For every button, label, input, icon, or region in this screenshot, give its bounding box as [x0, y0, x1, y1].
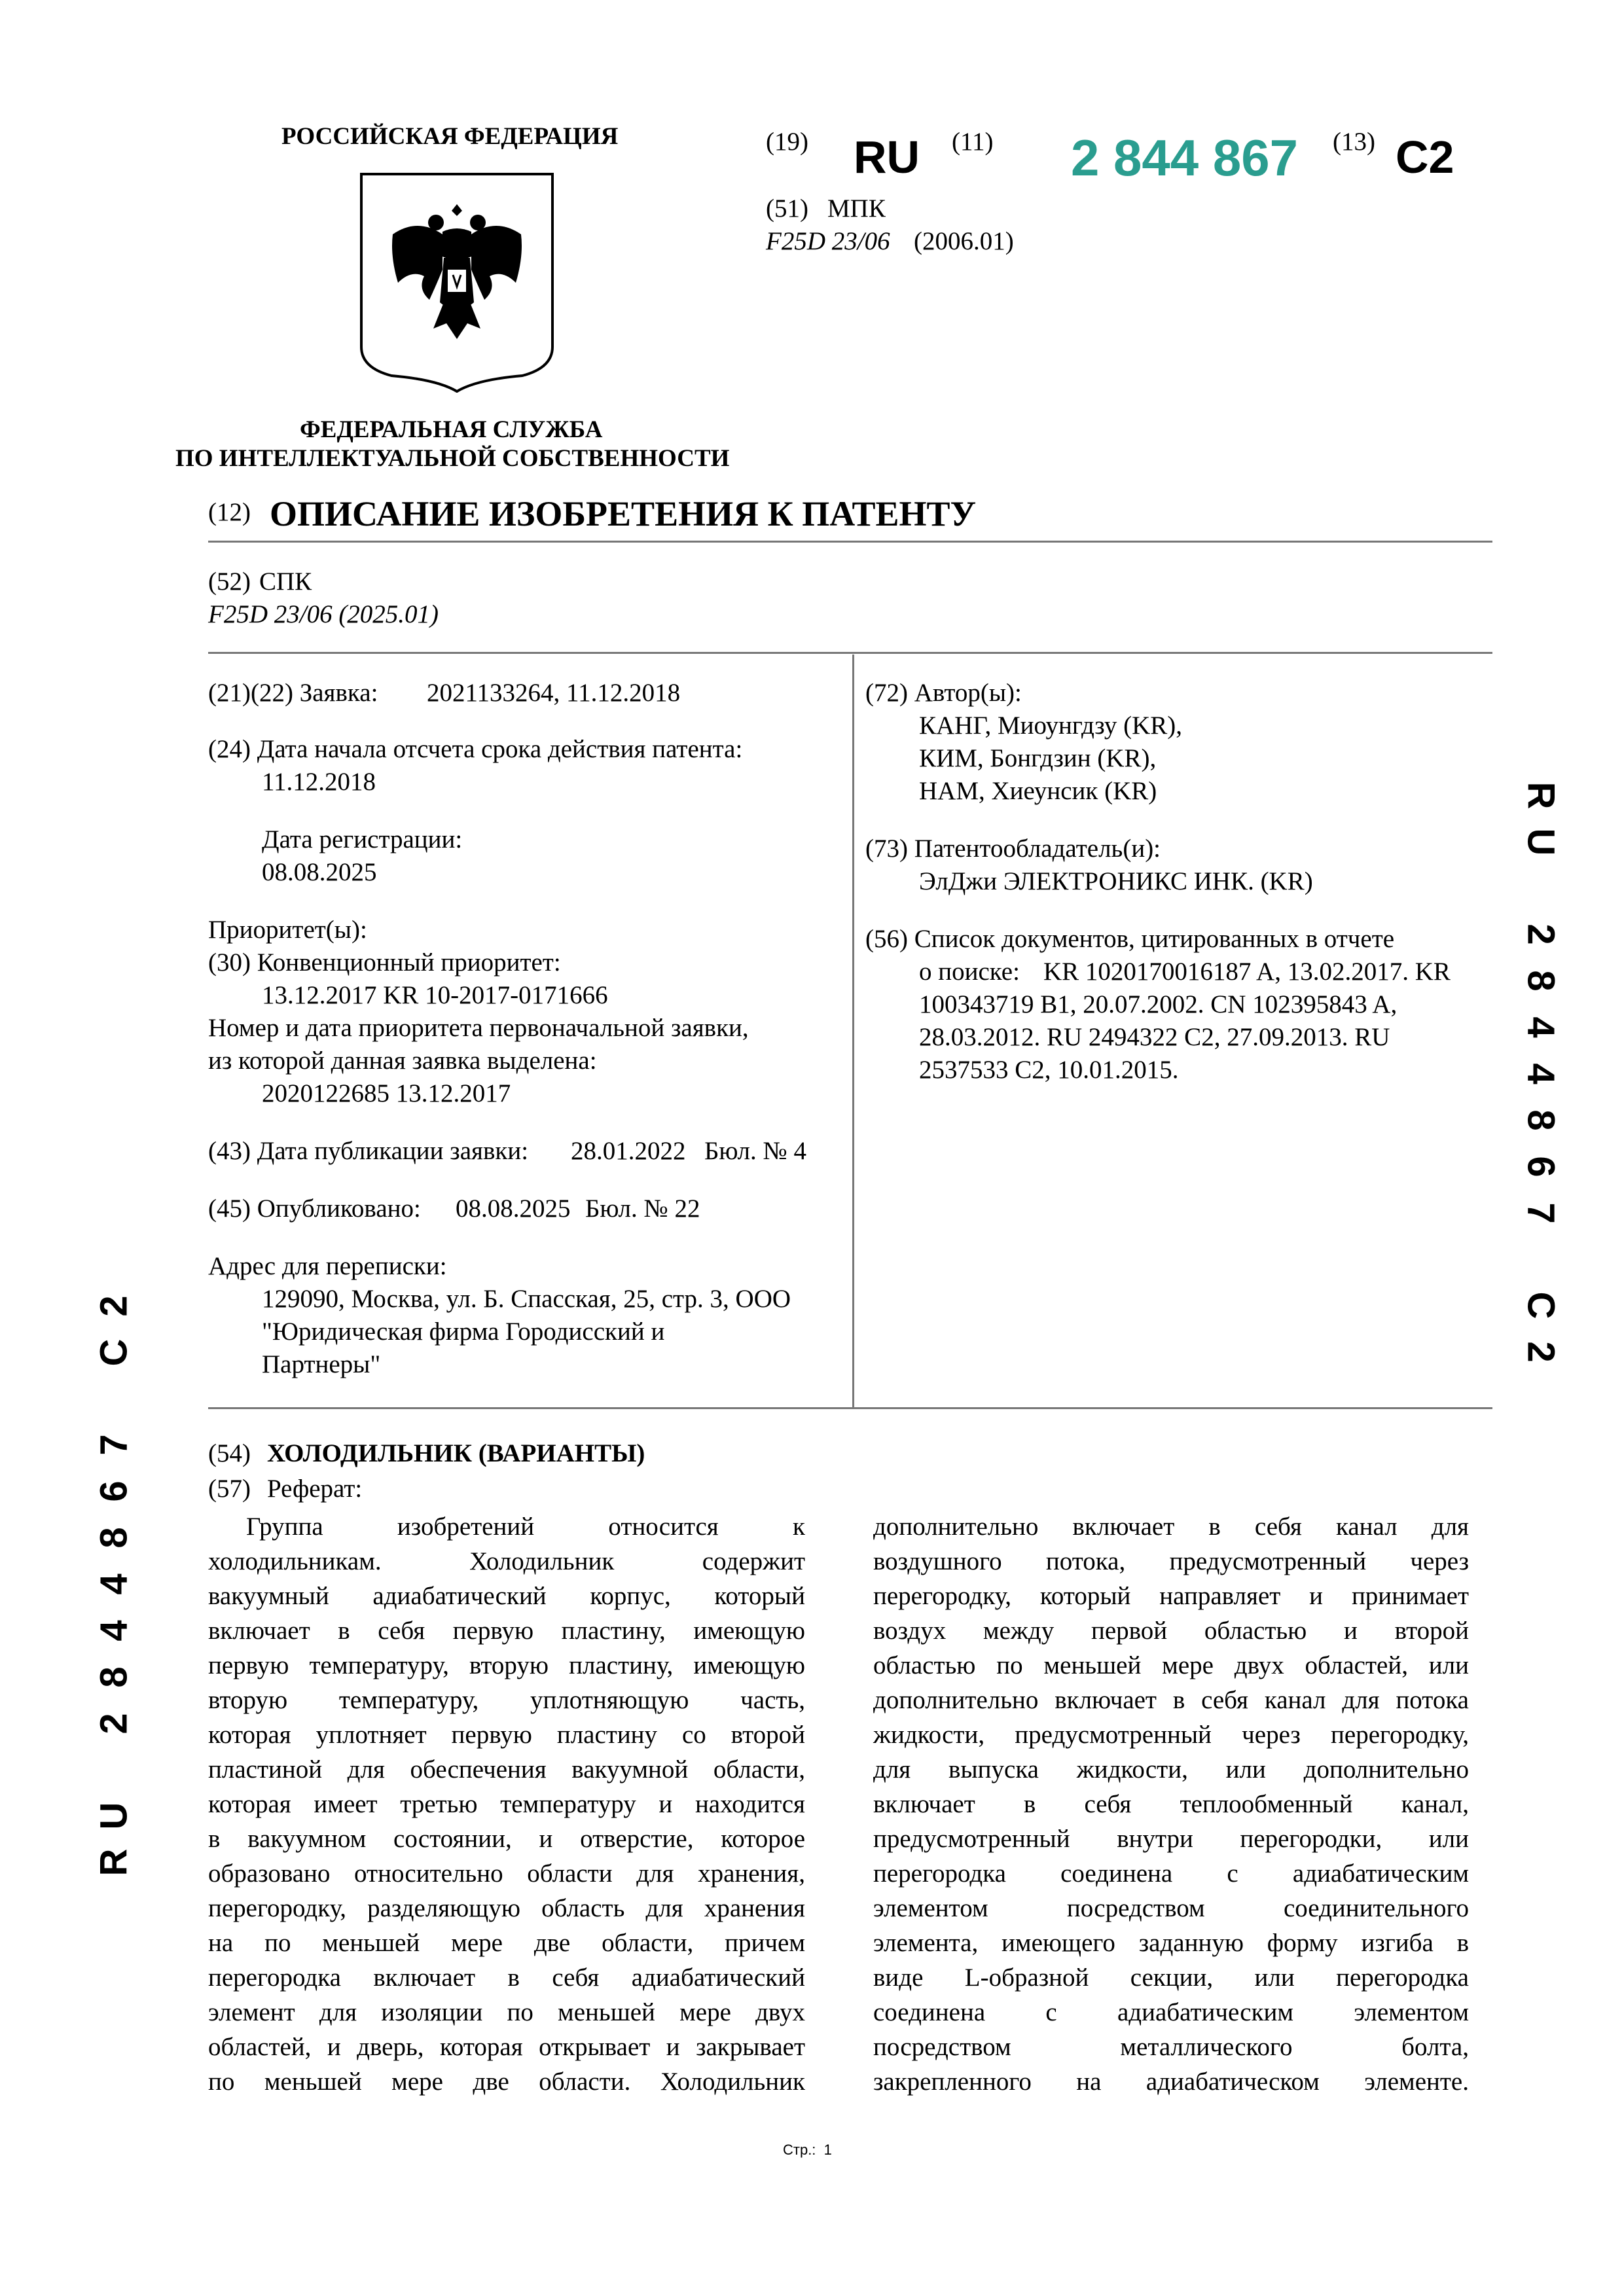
abstract-line: дополнительно включает в себя канал для: [873, 1513, 1469, 1541]
mpk-version: (2006.01): [914, 227, 1014, 255]
owner-label: (73) Патентообладатель(и):: [865, 834, 1161, 863]
country-code: RU: [854, 132, 920, 183]
abstract-line: закрепленного на адиабатическом элементе.: [873, 2068, 1469, 2096]
code-19: (19): [766, 128, 808, 156]
author-1: КАНГ, Миоунгдзу (KR),: [919, 711, 1183, 740]
agency-line-2: ПО ИНТЕЛЛЕКТУАЛЬНОЙ СОБСТВЕННОСТИ: [175, 445, 730, 472]
side-char: 7: [92, 1434, 135, 1456]
original-app-line-1: Номер и дата приоритета первоначальной заявки,: [208, 1014, 749, 1042]
spk-divider: [208, 652, 1492, 654]
side-char: 4: [1519, 1016, 1562, 1038]
published-bulletin: Бюл. № 22: [585, 1194, 700, 1223]
citations-line-4: 2537533 C2, 10.01.2015.: [919, 1056, 1179, 1084]
coat-of-arms-emblem: [359, 171, 555, 393]
spk-value: F25D 23/06 (2025.01): [208, 600, 439, 628]
abstract-line: элементом посредством соединительного: [873, 1894, 1469, 1922]
abstract-line: в вакуумном состоянии, и отверстие, которое: [208, 1825, 805, 1853]
side-char: 2: [92, 1295, 135, 1317]
abstract-line: виде L-образной секции, или перегородка: [873, 1964, 1469, 1992]
page-number: 1: [823, 2142, 832, 2158]
code-11: (11): [952, 128, 994, 156]
abstract-line: перегородку, разделяющую область для хранения: [208, 1894, 805, 1922]
abstract-line: включает в себя первую пластину, имеющую: [208, 1617, 805, 1645]
abstract-line: посредством металлического болта,: [873, 2033, 1469, 2061]
citations-line-1: KR 1020170016187 A, 13.02.2017. KR: [1043, 958, 1451, 986]
country-name: РОССИЙСКАЯ ФЕДЕРАЦИЯ: [281, 123, 619, 150]
abstract-line: включает в себя теплообменный канал,: [873, 1790, 1469, 1818]
abstract-line: вторую температуру, уплотняющую часть,: [208, 1686, 805, 1714]
convention-value: 13.12.2017 KR 10-2017-0171666: [262, 981, 608, 1009]
published-label: (45) Опубликовано:: [208, 1194, 421, 1223]
citations-label-line-2: о поиске:: [919, 958, 1020, 986]
application-value: 2021133264, 11.12.2018: [427, 679, 681, 707]
abstract-line: дополнительно включает в себя канал для потока: [873, 1686, 1469, 1714]
side-char: R: [1519, 781, 1562, 810]
abstract-line: образовано относительно области для хранения,: [208, 1859, 805, 1888]
side-char: 6: [1519, 1156, 1562, 1177]
spk-label: СПК: [259, 567, 312, 596]
abstract-line: которая уплотняет первую пластину со второй: [208, 1721, 805, 1749]
original-app-value: 2020122685 13.12.2017: [262, 1079, 511, 1107]
abstract-line: жидкости, предусмотренный через перегородку,: [873, 1721, 1469, 1749]
patent-number: 2 844 867: [1071, 129, 1299, 187]
abstract-line: по меньшей мере две области. Холодильник: [208, 2068, 805, 2096]
doc-title-code: (12): [208, 498, 251, 526]
abstract-line: перегородку, который направляет и принимает: [873, 1582, 1469, 1610]
owner-value: ЭлДжи ЭЛЕКТРОНИКС ИНК. (KR): [919, 867, 1313, 895]
abstract-line: Группа изобретений относится к: [246, 1513, 805, 1541]
abstract-line: пластиной для обеспечения вакуумной области,: [208, 1755, 805, 1784]
pub-app-value: 28.01.2022: [571, 1137, 686, 1165]
side-char: U: [1519, 828, 1562, 856]
abstract-code-57: (57): [208, 1475, 251, 1503]
address-line-3: Партнеры": [262, 1350, 381, 1378]
address-label: Адрес для переписки:: [208, 1252, 447, 1280]
abstract-line: перегородка соединена с адиабатическим: [873, 1859, 1469, 1888]
title-divider: [208, 541, 1492, 543]
side-number-right-stack: [1513, 772, 1562, 1375]
application-label: (21)(22) Заявка:: [208, 679, 378, 707]
invention-title: ХОЛОДИЛЬНИК (ВАРИАНТЫ): [267, 1439, 645, 1467]
citations-line-3: 28.03.2012. RU 2494322 C2, 27.09.2013. RU: [919, 1023, 1390, 1051]
side-char: C: [1519, 1291, 1562, 1319]
abstract-left-column: [208, 1509, 805, 2099]
side-char: 8: [92, 1666, 135, 1688]
side-char: 7: [1519, 1202, 1562, 1224]
abstract-line: областей, и дверь, которая открывает и закрывает: [208, 2033, 805, 2061]
side-char: 8: [92, 1527, 135, 1549]
author-3: НАМ, Хиеунсик (KR): [919, 777, 1157, 805]
biblio-divider: [208, 1407, 1492, 1409]
code-13: (13): [1333, 128, 1375, 156]
side-number-left-stack: [92, 1283, 141, 1886]
side-char: 4: [92, 1573, 135, 1595]
side-char: R: [92, 1848, 135, 1876]
author-2: КИМ, Бонгдзин (KR),: [919, 744, 1157, 772]
convention-label: (30) Конвенционный приоритет:: [208, 948, 561, 977]
side-char: 6: [92, 1480, 135, 1502]
side-char: 8: [1519, 1109, 1562, 1131]
page-indicator: [783, 2140, 832, 2160]
citations-label-line-1: (56) Список документов, цитированных в отчете: [865, 925, 1395, 953]
abstract-line: воздух между первой областью и второй: [873, 1617, 1469, 1645]
citations-line-2: 100343719 B1, 20.07.2002. CN 102395843 A,: [919, 990, 1398, 1018]
kind-code: C2: [1396, 132, 1454, 183]
registration-label: Дата регистрации:: [262, 825, 463, 853]
page-label: Стр.:: [783, 2142, 816, 2158]
abstract-line: вакуумный адиабатический корпус, который: [208, 1582, 805, 1610]
priority-label: Приоритет(ы):: [208, 916, 367, 944]
abstract-line: холодильникам. Холодильник содержит: [208, 1547, 805, 1575]
title-code-54: (54): [208, 1439, 251, 1467]
abstract-line: на по меньшей мере две области, причем: [208, 1929, 805, 1957]
address-line-1: 129090, Москва, ул. Б. Спасская, 25, стр. 3, ООО: [262, 1285, 791, 1313]
mpk-label: МПК: [827, 194, 886, 223]
side-char: 2: [92, 1713, 135, 1734]
spk-code: (52): [208, 567, 251, 596]
abstract-line: областью по меньшей мере двух областей, или: [873, 1651, 1469, 1679]
abstract-line: элемента, имеющего заданную форму изгиба в: [873, 1929, 1469, 1957]
side-char: 2: [1519, 1341, 1562, 1363]
term-label: (24) Дата начала отсчета срока действия патента:: [208, 735, 743, 763]
pub-app-bulletin: Бюл. № 4: [704, 1137, 806, 1165]
mpk-class: F25D 23/06: [766, 227, 890, 255]
abstract-line: элемент для изоляции по меньшей мере двух: [208, 1998, 805, 2026]
address-line-2: "Юридическая фирма Городисский и: [262, 1318, 665, 1346]
authors-label: (72) Автор(ы):: [865, 679, 1022, 707]
column-divider: [852, 655, 854, 1408]
original-app-line-2: из которой данная заявка выделена:: [208, 1047, 597, 1075]
abstract-line: предусмотренный внутри перегородки, или: [873, 1825, 1469, 1853]
abstract-line: воздушного потока, предусмотренный через: [873, 1547, 1469, 1575]
abstract-right-column: [873, 1509, 1469, 2099]
side-char: C: [92, 1338, 135, 1367]
term-value: 11.12.2018: [262, 768, 376, 796]
abstract-line: для выпуска жидкости, или дополнительно: [873, 1755, 1469, 1784]
side-char: 4: [92, 1620, 135, 1641]
registration-value: 08.08.2025: [262, 858, 377, 886]
abstract-label: Реферат:: [267, 1475, 363, 1503]
published-value: 08.08.2025: [456, 1194, 571, 1223]
side-char: 4: [1519, 1063, 1562, 1085]
side-char: U: [92, 1802, 135, 1830]
abstract-line: первую температуру, вторую пластину, имеющую: [208, 1651, 805, 1679]
doc-title: ОПИСАНИЕ ИЗОБРЕТЕНИЯ К ПАТЕНТУ: [270, 494, 977, 533]
side-char: 8: [1519, 970, 1562, 992]
side-char: 2: [1519, 924, 1562, 945]
abstract-line: соединена с адиабатическим элементом: [873, 1998, 1469, 2026]
pub-app-label: (43) Дата публикации заявки:: [208, 1137, 529, 1165]
mpk-code: (51): [766, 194, 808, 223]
abstract-line: которая имеет третью температуру и находится: [208, 1790, 805, 1818]
agency-line-1: ФЕДЕРАЛЬНАЯ СЛУЖБА: [300, 416, 603, 443]
abstract-line: перегородка включает в себя адиабатический: [208, 1964, 805, 1992]
